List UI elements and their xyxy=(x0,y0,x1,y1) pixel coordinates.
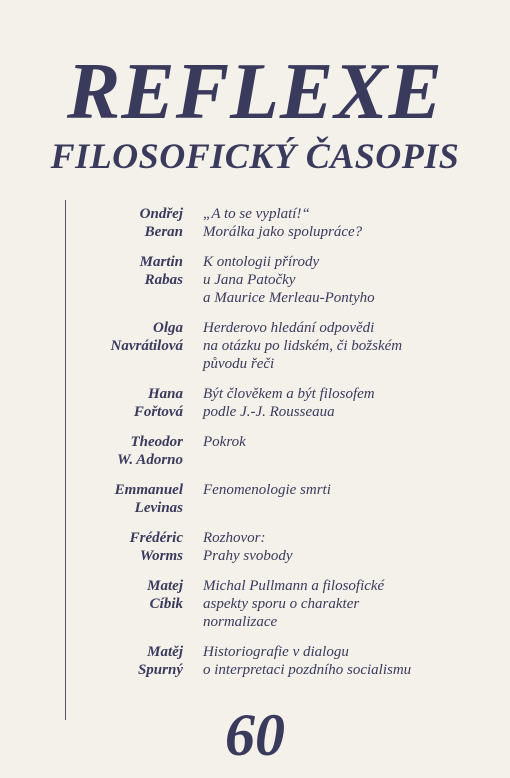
toc-entry xyxy=(66,529,506,565)
toc-entry xyxy=(66,385,506,421)
toc-work-line: Rozhovor: xyxy=(203,530,266,546)
toc-work-line: Historiografie v dialogu xyxy=(203,644,349,660)
toc-author-line: W. Adorno xyxy=(117,452,183,468)
toc-entry xyxy=(66,643,506,679)
toc-work-title xyxy=(203,481,493,517)
toc-author-line: Martin xyxy=(139,254,183,270)
toc-author-line: Ondřej xyxy=(139,206,183,222)
toc-work-line: Prahy svobody xyxy=(203,548,293,564)
toc-work-title xyxy=(203,529,493,565)
toc-work-line: původu řeči xyxy=(203,356,275,372)
toc-work-title xyxy=(203,385,493,421)
toc-author xyxy=(66,643,183,679)
toc-author-line: Olga xyxy=(153,320,183,336)
toc-author xyxy=(66,481,183,517)
toc-work-line: Fenomenologie smrti xyxy=(203,482,331,498)
journal-subtitle: FILOSOFICKÝ ČASOPIS xyxy=(50,136,460,176)
toc-work-line: „A to se vyplatí!“ xyxy=(203,206,310,222)
toc-work-line: Morálka jako spolupráce? xyxy=(203,224,363,240)
toc-author xyxy=(66,319,183,373)
toc-entry xyxy=(66,253,506,307)
toc-author-line: Worms xyxy=(139,548,183,564)
toc-work-line: o interpretaci pozdního socialismu xyxy=(203,662,412,678)
toc-work-line: K ontologii přírody xyxy=(203,254,320,270)
toc-author xyxy=(66,385,183,421)
toc-entry xyxy=(66,481,506,517)
toc-author-line: Hana xyxy=(147,386,183,402)
toc-entry xyxy=(66,205,506,241)
toc-author xyxy=(66,529,183,565)
journal-title: REFLEXE xyxy=(66,48,444,136)
toc-work-line: na otázku po lidském, či božském xyxy=(203,338,403,354)
toc-work-title xyxy=(203,319,493,373)
toc-author-line: Navrátilová xyxy=(110,338,183,354)
toc-author-line: Matej xyxy=(147,578,183,594)
toc-author xyxy=(66,205,183,241)
toc-author-line: Theodor xyxy=(130,434,183,450)
toc-work-line: Být člověkem a být filosofem xyxy=(203,386,375,402)
toc-author xyxy=(66,433,183,469)
toc-author xyxy=(66,577,183,631)
toc-work-line: Pokrok xyxy=(203,434,246,450)
toc-work-title xyxy=(203,643,493,679)
toc-entry xyxy=(66,433,506,469)
toc-work-line: normalizace xyxy=(203,614,278,630)
toc-author-line: Emmanuel xyxy=(114,482,183,498)
table-of-contents xyxy=(66,205,506,691)
toc-work-line: Herderovo hledání odpovědi xyxy=(203,320,375,336)
toc-author-line: Frédéric xyxy=(129,530,183,546)
toc-work-line: podle J.-J. Rousseaua xyxy=(203,404,335,420)
toc-author-line: Levinas xyxy=(134,500,183,516)
toc-author-line: Spurný xyxy=(137,662,183,678)
issue-number: 60 xyxy=(225,702,285,768)
toc-work-line: a Maurice Merleau-Pontyho xyxy=(203,290,375,306)
toc-author-line: Rabas xyxy=(144,272,183,288)
toc-author xyxy=(66,253,183,307)
toc-work-title xyxy=(203,205,493,241)
toc-author-line: Matěj xyxy=(147,644,183,660)
toc-work-title xyxy=(203,433,493,469)
toc-author-line: Cíbik xyxy=(149,596,183,612)
toc-entry xyxy=(66,319,506,373)
toc-work-title xyxy=(203,253,493,307)
toc-author-line: Beran xyxy=(144,224,183,240)
toc-author-line: Fořtová xyxy=(133,404,183,420)
toc-work-line: u Jana Patočky xyxy=(203,272,296,288)
toc-work-line: Michal Pullmann a filosofické xyxy=(203,578,385,594)
toc-entry xyxy=(66,577,506,631)
toc-work-line: aspekty sporu o charakter xyxy=(203,596,360,612)
toc-work-title xyxy=(203,577,493,631)
